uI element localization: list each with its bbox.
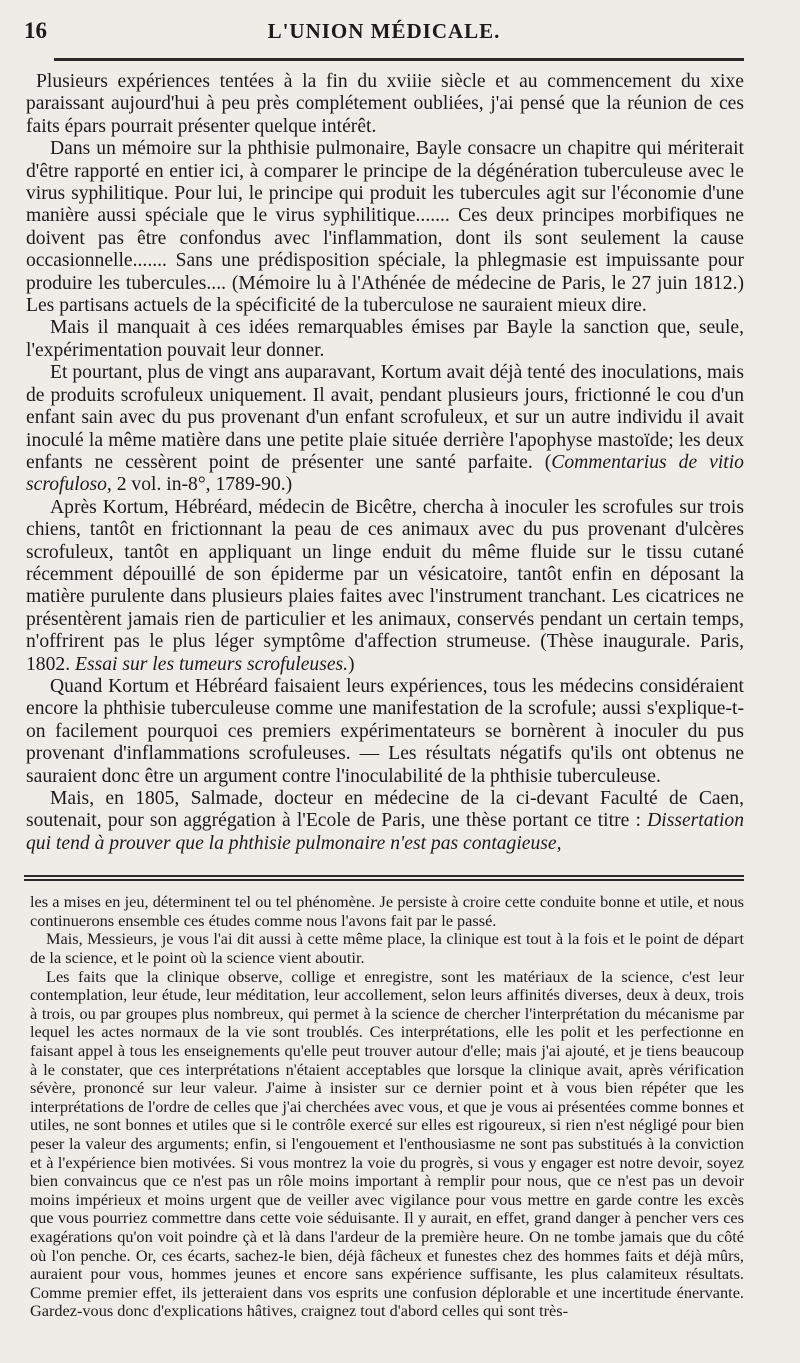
feuilleton-separator: [24, 875, 744, 881]
page-number: 16: [24, 18, 47, 43]
main-paragraph-1: Plusieurs expériences tentées à la fin du xviiie siècle et au commencement du xixe paraissant aujourd'hui à peu près complétement oubliées, j'ai pensé que la réunion de ces faits épars pourrait présenter quelque intérêt.: [26, 71, 744, 137]
footer-paragraph-2: Mais, Messieurs, je vous l'ai dit aussi à cette même place, la clinique est tout à la fois et le point de départ de la science, et le point où la science vient aboutir.: [30, 929, 744, 967]
main-paragraph-4-text: Et pourtant, plus de vingt ans auparavant, Kortum avait déjà tenté des inoculations, mais de produits scrofuleux uniquement. Il avait, pendant plusieurs jours, frictionné le cou d'un enfant sain avec du pus provenant d'un enfant scrofuleux, et sur un autre individu il avait inoculé la même matière dans une petite plaie située derrière l'apophyse mastoïde; les deux enfants ne cessèrent point de présenter une santé parfaite.: [26, 362, 744, 473]
kortum-citation-title: Commentarius de vitio scrofuloso,: [26, 451, 744, 496]
hebreard-citation-close: ): [348, 653, 355, 675]
main-paragraph-5-text: Après Kortum, Hébréard, médecin de Bicêtre, chercha à inoculer les scrofules sur trois chiens, tantôt en frictionnant la peau de ces animaux avec du pus provenant d'ulcères scrofuleux, tantôt en appliquant un linge enduit du même fluide sur le tissu cutané récemment dépouillé de son épiderme par un vésicatoire, tantôt enfin en déposant la matière purulente dans plusieurs plaies faites avec l'instrument tranchant. Les cicatrices ne présentèrent jamais rien de particulier et les animaux, conservés pendant un certain temps, n'offrirent pas le plus léger symptôme d'affection strumeuse. (Thèse inaugurale. Paris, 1802.: [26, 496, 744, 675]
main-article: [24, 71, 744, 855]
separator-line-bottom: [24, 879, 744, 881]
kortum-citation-details: 2 vol. in-8°, 1789-90.): [111, 474, 293, 496]
main-paragraph-3: Mais il manquait à ces idées remarquables émises par Bayle la sanction que, seule, l'expérimentation pouvait leur donner.: [26, 317, 744, 361]
main-paragraph-6: Quand Kortum et Hébréard faisaient leurs expériences, tous les médecins considéraient encore la phthisie tuberculeuse comme une manifestation de la scrofule; aussi s'explique-t-on facilement pourquoi ces premiers expérimentateurs se bornèrent à inoculer du pus provenant d'inflammations scrofuleuses. — Les résultats négatifs qu'ils ont obtenus ne sauraient donc être un argument contre l'inoculabilité de la phthisie tuberculeuse.: [26, 675, 744, 787]
hebreard-citation-title: Essai sur les tumeurs scrofuleuses.: [75, 653, 349, 675]
main-paragraph-5: [26, 497, 744, 676]
main-paragraph-7-text: Mais, en 1805, Salmade, docteur en médecine de la ci-devant Faculté de Caen, soutenait, pour son aggrégation à l'Ecole de Paris, une thèse portant ce titre :: [26, 788, 744, 832]
page-header: [24, 18, 744, 50]
feuilleton-text: [24, 893, 744, 1321]
salmade-thesis-title: Dissertation qui tend à prouver que la phthisie pulmonaire n'est pas contagieuse,: [26, 810, 744, 854]
footer-paragraph-1: les a mises en jeu, déterminent tel ou tel phénomène. Je persiste à croire cette conduite bonne et utile, et nous continuerons ensemble ces études comme nous l'avons fait par le passé.: [30, 892, 744, 930]
main-paragraph-7: [26, 788, 744, 855]
running-title: L'UNION MÉDICALE.: [267, 19, 501, 43]
header-rule: [54, 58, 744, 61]
footer-paragraph-3: Les faits que la clinique observe, collige et enregistre, sont les matériaux de la science, c'est leur contemplation, leur étude, leur méditation, leur accollement, selon leurs affinités diverses, deux à deux, trois à trois, ou par groupes plus nombreux, qui permet à la science de chercher l'interprétation du mécanisme par lequel les actes normaux de la vie sont troublés. Ces interprétations, elle les polit et les perfectionne en faisant appel à tous les enseignements qu'elle peut trouver autour d'elle; mais j'ai ajouté, et je tiens beaucoup à le constater, que ces interprétations n'étaient acceptables que lorsque la clinique avait, après vérification sévère, prononcé sur leur valeur. J'aime à insister sur ce dernier point et à vous bien répéter que les interprétations de l'ordre de celles que j'ai cherchées avec vous, et que je vous ai présentées comme bonnes et utiles, ne sont bonnes et utiles que si le contrôle exercé sur elles est rigoureux, si rien n'est négligé pour bien peser la valeur des arguments; enfin, si l'engouement et l'enthousiasme ne sont pas substitués à la conviction et à l'expérience bien motivées. Si vous montrez la voie du progrès, si vous y engager est notre devoir, soyez bien convaincus que ce n'est pas un rôle moins important à remplir pour nous, que ce n'est pas un devoir moins impérieux et moins urgent que de veiller avec vigilance pour vous mettre en garde contre les excès que vous pourriez commettre dans cette voie séduisante. Il y aurait, en effet, grand danger à pencher vers ces exagérations qu'on voit poindre çà et là dans l'ardeur de la première heure. On ne tombe jamais que du côté où l'on penche. Or, ces écarts, sachez-le bien, déjà fâcheux et funestes chez des hommes faits et déjà mûrs, auraient pour vous, hommes jeunes et encore sans expérience suffisante, les plus calamiteux résultats. Comme premier effet, ils jetteraient dans vos esprits une confusion déplorable et une incertitude énervante. Gardez-vous donc d'explications hâtives, craignez tout d'abord celles qui sont très-: [30, 966, 744, 1321]
main-paragraph-4: Et pourtant, plus de vingt ans auparavant, Kortum avait déjà tenté des inoculations, mais de produits scrofuleux uniquement. Il avait, pendant plusieurs jours, frictionné le cou d'un enfant sain avec du pus provenant d'un enfant scrofuleux, et sur un autre individu il avait inoculé la même matière dans une petite plaie située derrière l'apophyse mastoïde; les deux enfants ne cessèrent point de présenter une santé parfaite. (Commentarius de vitio scrofuloso, 2 vol. in-8°, 1789-90.): [26, 362, 744, 496]
main-paragraph-2: Dans un mémoire sur la phthisie pulmonaire, Bayle consacre un chapitre qui mériterait d'être rapporté en entier ici, à comparer le principe de la dégénération tuberculeuse avec le virus syphilitique. Pour lui, le principe qui produit les tubercules agit sur l'économie d'une manière aussi spéciale que le virus syphilitique....... Ces deux principes morbifiques ne doivent pas être confondus avec l'inflammation, dont ils sont seulement la cause occasionnelle....... Sans une prédisposition spéciale, la phlegmasie est impuissante pour produire les tubercules.... (Mémoire lu à l'Athénée de médecine de Paris, le 27 juin 1812.) Les partisans actuels de la spécificité de la tuberculose ne sauraient mieux dire.: [26, 138, 744, 317]
